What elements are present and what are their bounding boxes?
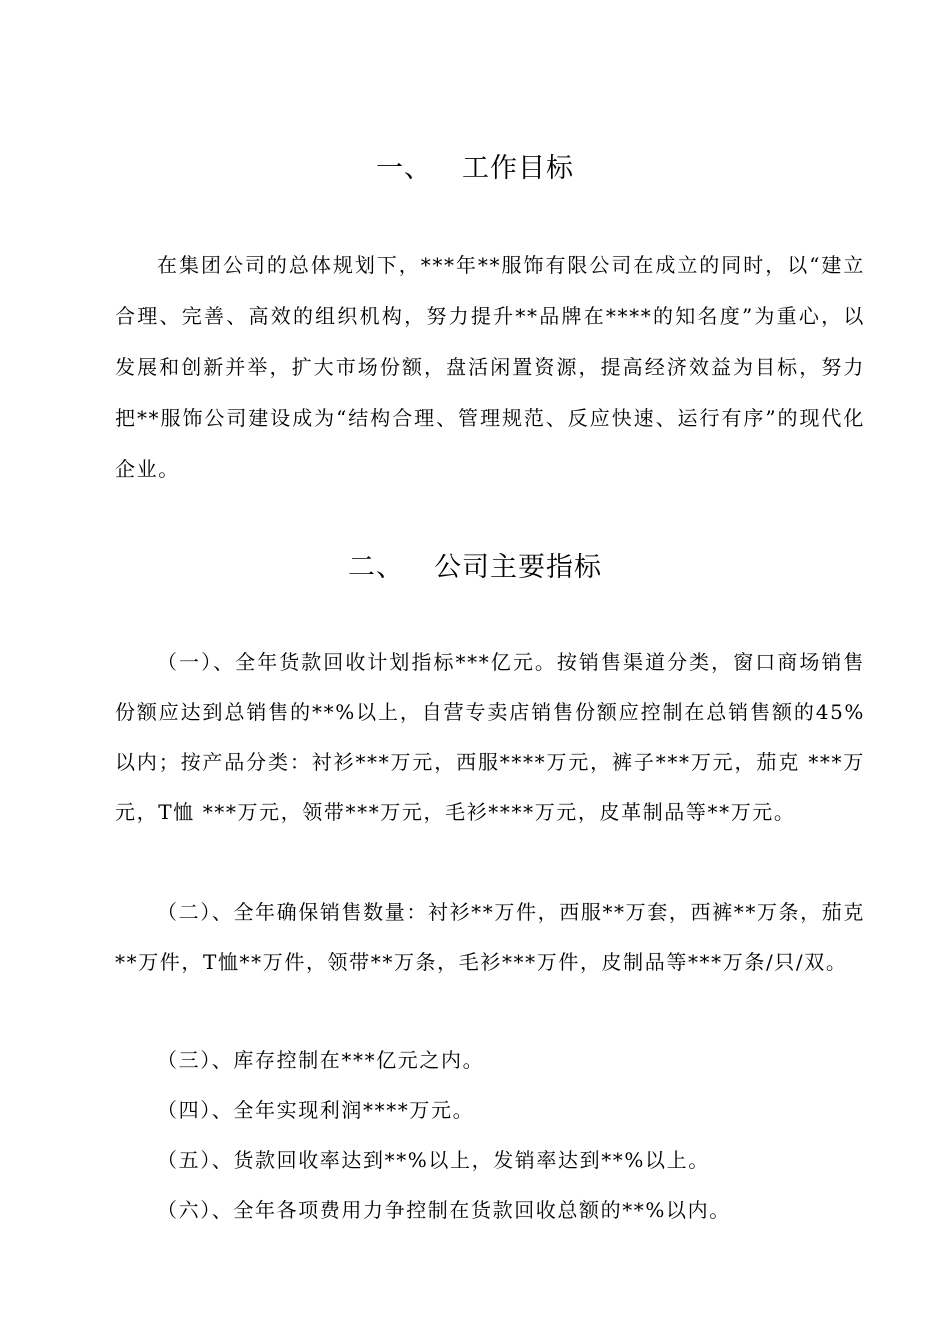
section-number: 一、 [376, 153, 432, 184]
indicator-item-2: （二）、全年确保销售数量：衬衫**万件，西服**万套，西裤**万条，茄克**万件，T恤**万件，领带**万条，毛衫***万件，皮制品等***万条/只/双。 [115, 900, 865, 974]
section-title: 工作目标 [462, 153, 574, 184]
section-number: 二、 [348, 552, 404, 583]
section-title: 公司主要指标 [434, 552, 602, 583]
indicator-item-3: （三）、库存控制在***亿元之内。 [157, 1048, 485, 1072]
indicator-item-6: （六）、全年各项费用力争控制在货款回收总额的**%以内。 [157, 1198, 731, 1222]
work-goals-paragraph: 在集团公司的总体规划下，***年**服饰有限公司在成立的同时，以“建立合理、完善、高效的组织机构，努力提升**品牌在****的知名度”为重心，以发展和创新并举，扩大市场份额，盘活闲置资源，提高经济效益为目标，努力把**服饰公司建设成为“结构合理、管理规范、反应快速、运行有序”的现代化企业。 [115, 253, 865, 481]
indicator-item-4: （四）、全年实现利润****万元。 [157, 1098, 475, 1122]
section-heading-work-goals [0, 146, 950, 185]
section-heading-main-indicators [0, 545, 950, 584]
indicator-item-5: （五）、货款回收率达到**%以上，发销率达到**%以上。 [157, 1148, 710, 1172]
indicator-item-1: （一）、全年货款回收计划指标***亿元。按销售渠道分类，窗口商场销售份额应达到总销售的**%以上，自营专卖店销售份额应控制在总销售额的45%以内；按产品分类：衬衫***万元，西服****万元，裤子***万元，茄克 ***万元，T恤 ***万元，领带***万元，毛衫****万元，皮革制品等**万元。 [115, 650, 865, 824]
